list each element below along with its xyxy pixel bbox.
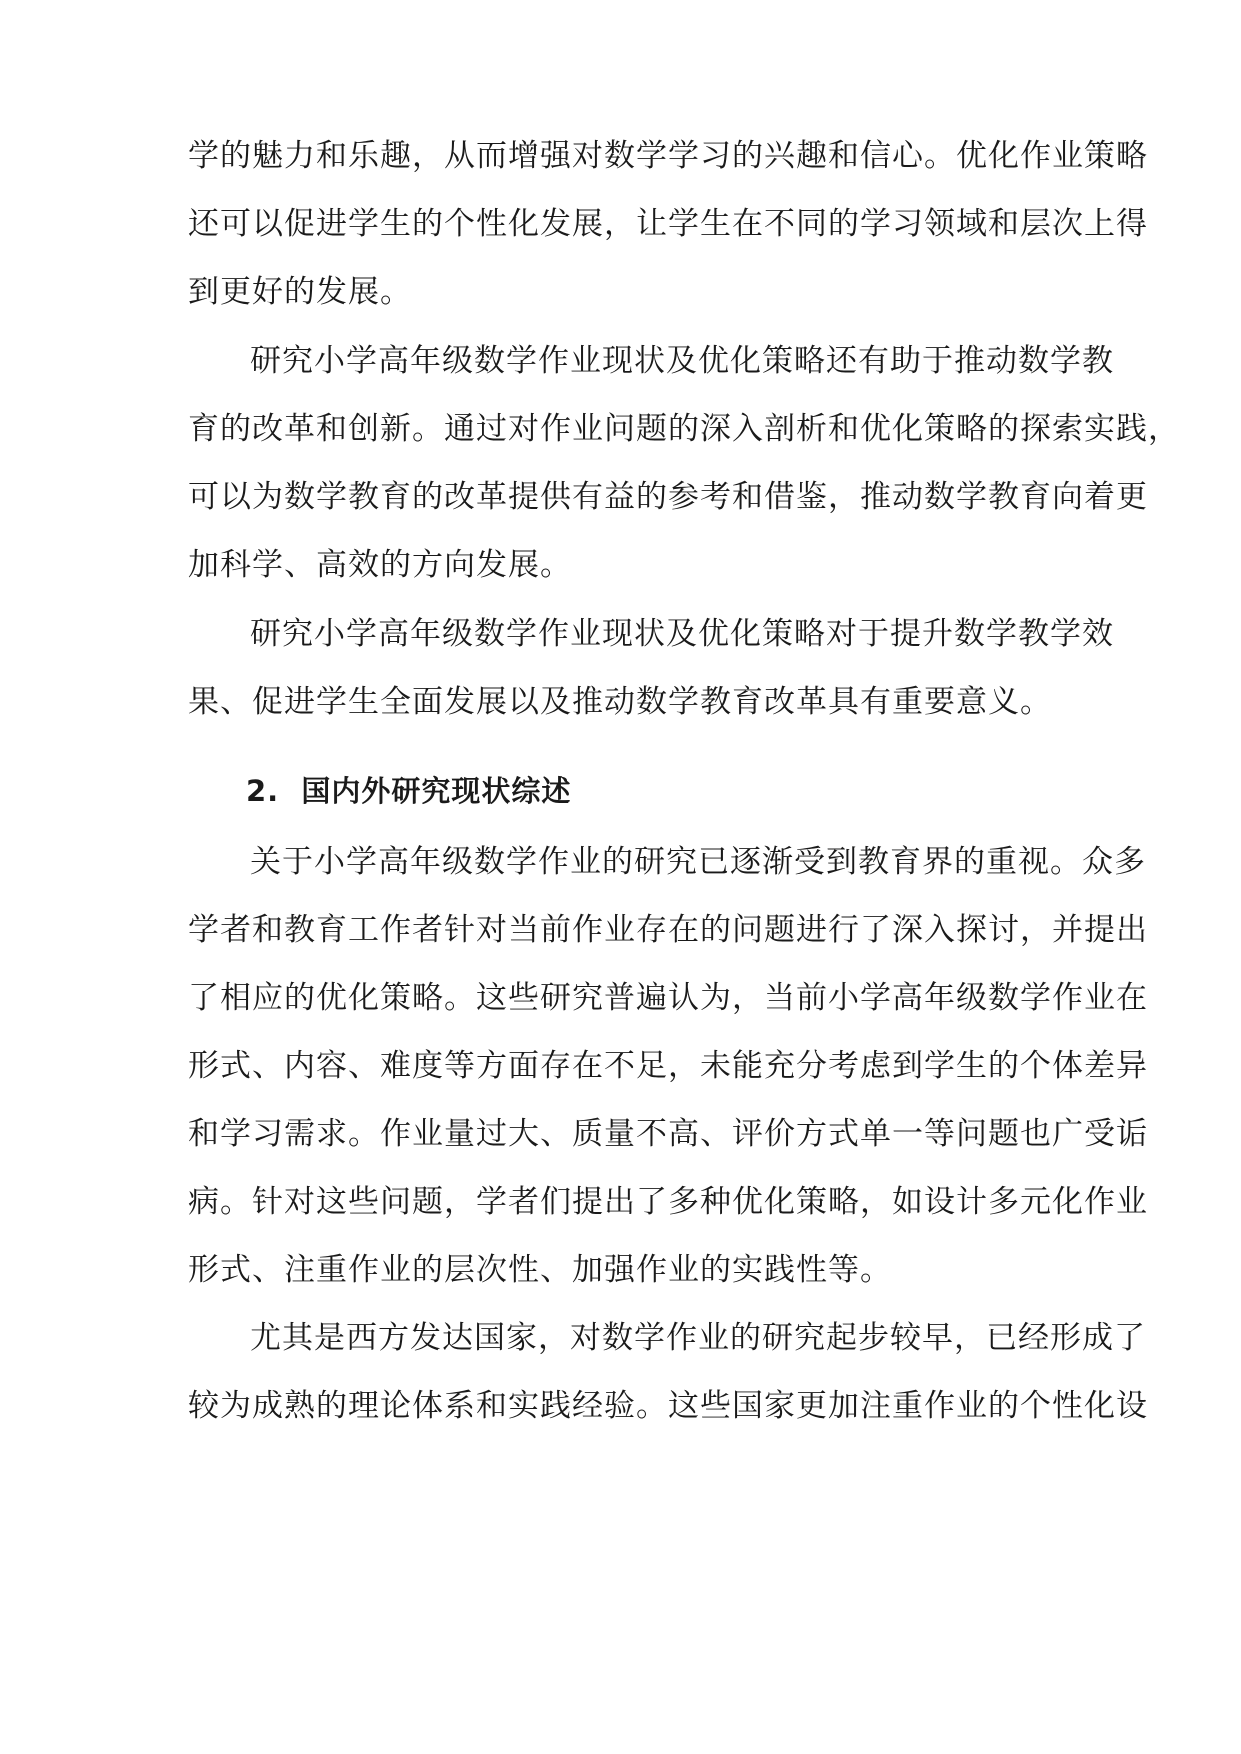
- section-heading: [246, 771, 571, 811]
- paragraph-line: 形式、内容、难度等方面存在不足，未能充分考虑到学生的个体差异: [188, 1048, 1148, 1084]
- paragraph-line: 加科学、高效的方向发展。: [188, 547, 572, 583]
- section-number: 2.: [246, 774, 280, 808]
- paragraph-line: 育的改革和创新。通过对作业问题的深入剖析和优化策略的探索实践，: [188, 411, 1180, 447]
- paragraph-line: 研究小学高年级数学作业现状及优化策略对于提升数学教学效: [250, 616, 1114, 652]
- paragraph-line: 形式、注重作业的层次性、加强作业的实践性等。: [188, 1252, 892, 1288]
- paragraph-line: 较为成熟的理论体系和实践经验。这些国家更加注重作业的个性化设: [188, 1388, 1148, 1424]
- paragraph-line: 还可以促进学生的个性化发展，让学生在不同的学习领域和层次上得: [188, 206, 1148, 242]
- paragraph-line: 关于小学高年级数学作业的研究已逐渐受到教育界的重视。众多: [250, 844, 1146, 880]
- paragraph-line: 可以为数学教育的改革提供有益的参考和借鉴，推动数学教育向着更: [188, 479, 1148, 515]
- paragraph-line: 学者和教育工作者针对当前作业存在的问题进行了深入探讨，并提出: [188, 912, 1148, 948]
- paragraph-line: 学的魅力和乐趣，从而增强对数学学习的兴趣和信心。优化作业策略: [188, 138, 1148, 174]
- paragraph-line: 到更好的发展。: [188, 274, 412, 310]
- paragraph-line: 病。针对这些问题，学者们提出了多种优化策略，如设计多元化作业: [188, 1184, 1148, 1220]
- paragraph-line: 研究小学高年级数学作业现状及优化策略还有助于推动数学教: [250, 343, 1114, 379]
- paragraph-line: 和学习需求。作业量过大、质量不高、评价方式单一等问题也广受诟: [188, 1116, 1148, 1152]
- section-title: 国内外研究现状综述: [301, 774, 572, 808]
- paragraph-line: 尤其是西方发达国家，对数学作业的研究起步较早，已经形成了: [250, 1320, 1146, 1356]
- paragraph-line: 果、促进学生全面发展以及推动数学教育改革具有重要意义。: [188, 684, 1052, 720]
- paragraph-line: 了相应的优化策略。这些研究普遍认为，当前小学高年级数学作业在: [188, 980, 1148, 1016]
